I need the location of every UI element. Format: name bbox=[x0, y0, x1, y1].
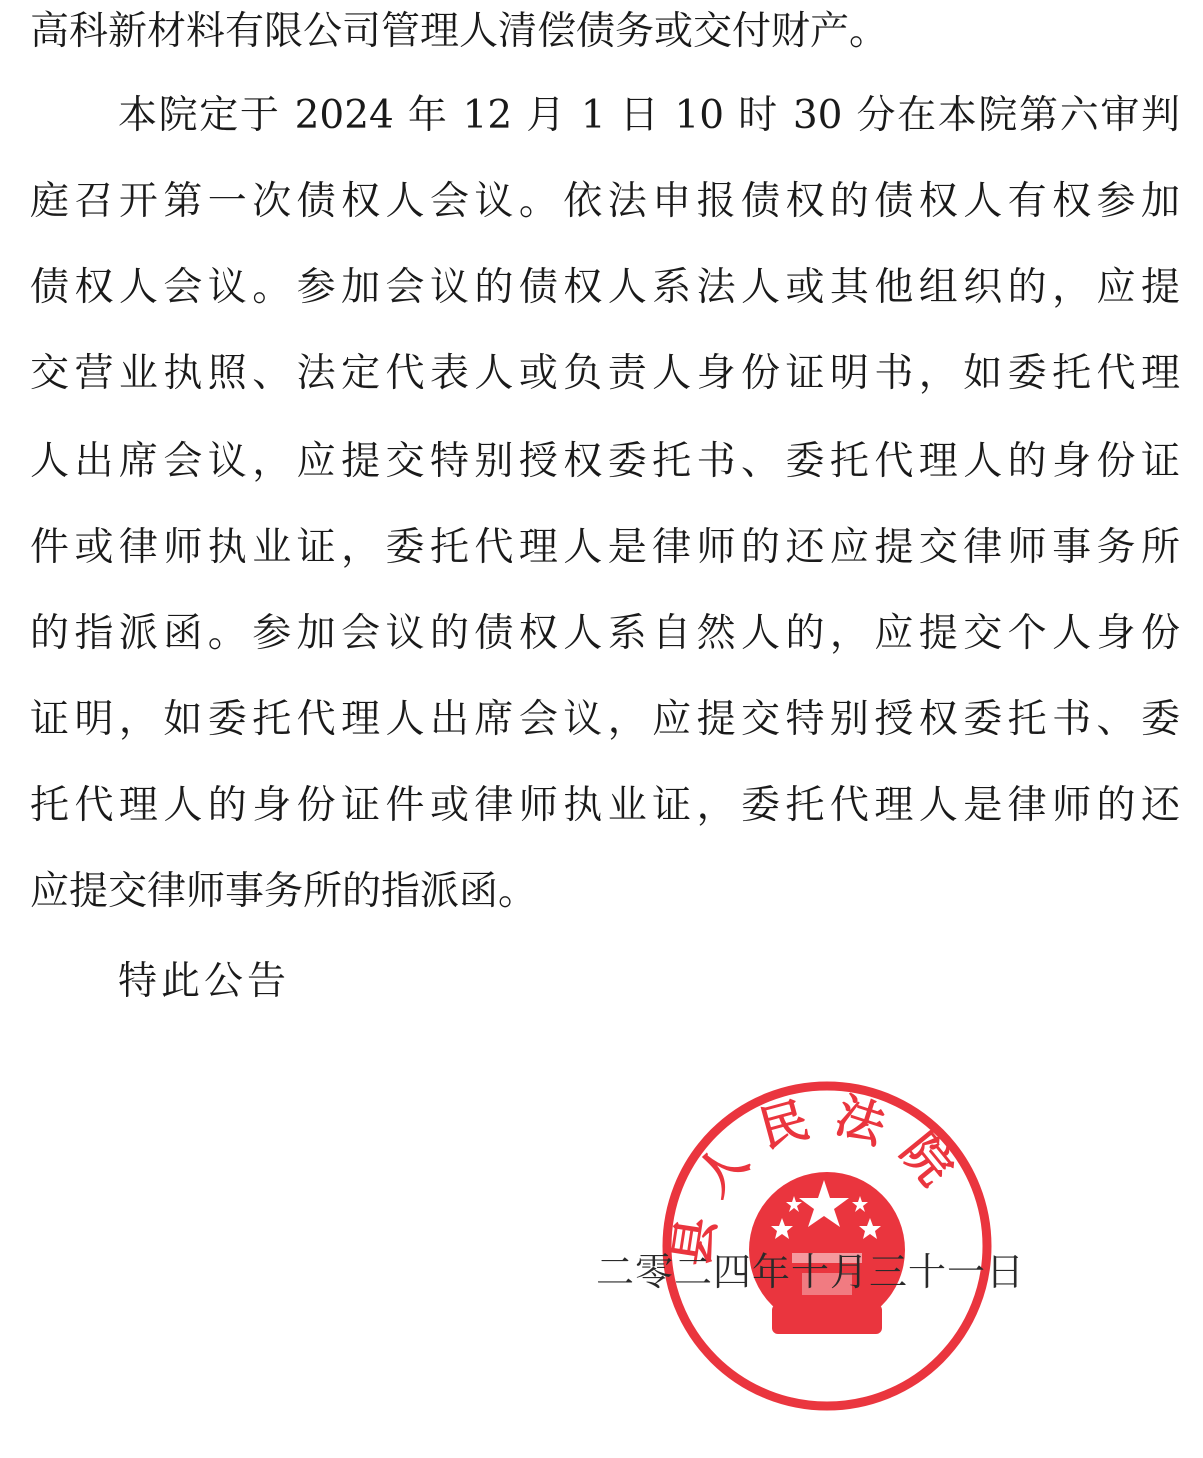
document-date: 二零二四年十月三十一日 bbox=[596, 1250, 1026, 1294]
closing-statement: 特此公告 bbox=[118, 959, 291, 1004]
paragraph-line: 应提交律师事务所的指派函。 bbox=[30, 869, 538, 914]
paragraph-line: 托代理人的身份证件或律师执业证，委托代理人是律师的还 bbox=[30, 783, 1180, 828]
paragraph-line: 本院定于 2024 年 12 月 1 日 10 时 30 分在本院第六审判 bbox=[118, 93, 1180, 138]
paragraph-line: 债权人会议。参加会议的债权人系法人或其他组织的，应提 bbox=[30, 265, 1180, 310]
paragraph-line: 高科新材料有限公司管理人清偿债务或交付财产。 bbox=[30, 9, 889, 54]
paragraph-line: 的指派函。参加会议的债权人系自然人的，应提交个人身份 bbox=[30, 611, 1180, 656]
court-seal-stamp bbox=[652, 1068, 1002, 1418]
paragraph-line: 证明，如委托代理人出席会议，应提交特别授权委托书、委 bbox=[30, 697, 1180, 742]
paragraph-line: 庭召开第一次债权人会议。依法申报债权的债权人有权参加 bbox=[30, 179, 1180, 224]
paragraph-line: 件或律师执业证，委托代理人是律师的还应提交律师事务所 bbox=[30, 525, 1180, 570]
svg-text:县人民法院: 县人民法院 bbox=[663, 1086, 977, 1270]
paragraph-line: 交营业执照、法定代表人或负责人身份证明书，如委托代理 bbox=[30, 351, 1180, 396]
paragraph-line: 人出席会议，应提交特别授权委托书、委托代理人的身份证 bbox=[30, 439, 1180, 484]
